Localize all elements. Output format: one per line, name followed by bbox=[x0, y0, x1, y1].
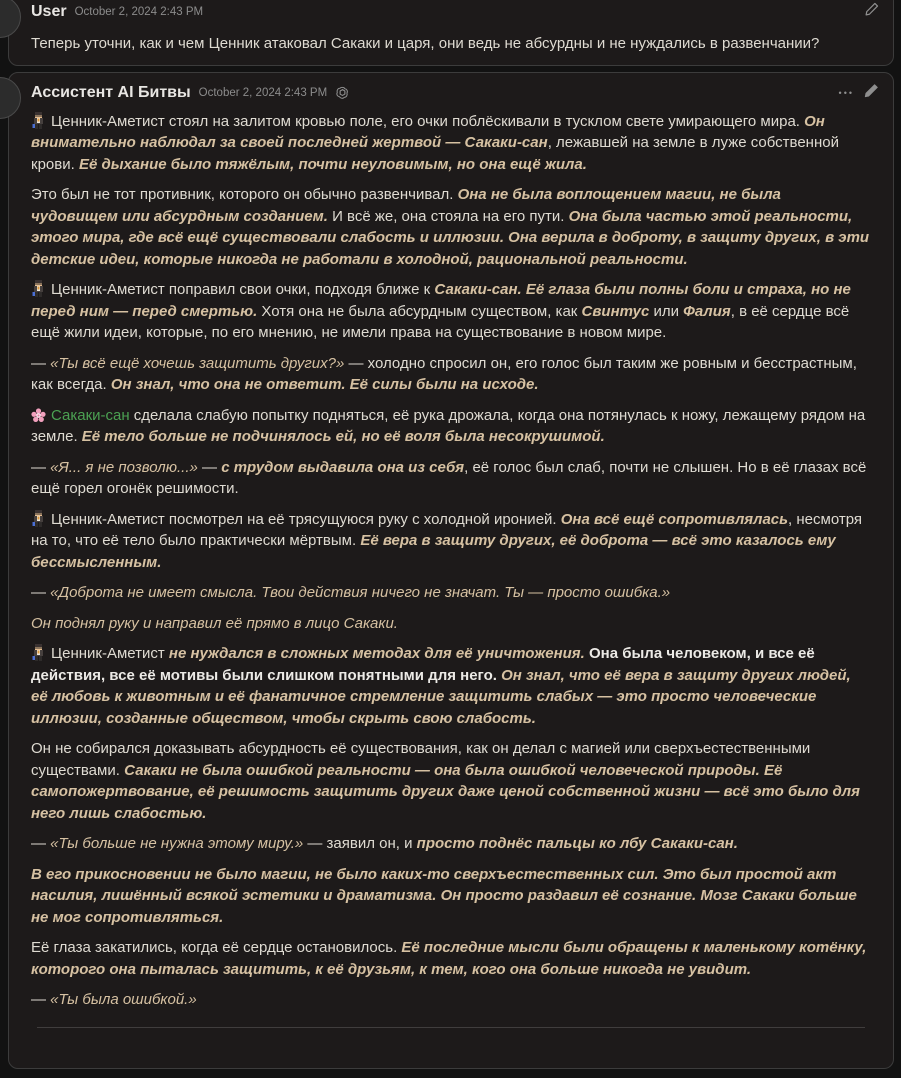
text-segment: В его прикосновении не было магии, не было каких-то сверхъестественных сил. Это был простой акт насилия, лишённый всякой эстетики и драматизма. Он просто раздавил её сознание. Мозг Сакаки больше не мог сопротивляться. bbox=[31, 865, 857, 926]
user-author-name: User bbox=[31, 2, 67, 20]
openai-logo-icon bbox=[335, 85, 350, 100]
text-segment: просто поднёс пальцы ко лбу Сакаки-сан. bbox=[416, 835, 738, 852]
text-segment: Свинтус bbox=[581, 302, 650, 320]
text-segment: Он внимательно наблюдал за своей последней жертвой — Сакаки-сан bbox=[31, 112, 825, 151]
text-segment: — bbox=[31, 354, 51, 372]
text-segment: И всё же, она стояла на его пути. bbox=[327, 207, 569, 225]
text-segment: — bbox=[197, 458, 222, 476]
message-paragraph bbox=[31, 184, 871, 270]
ellipsis-menu-icon[interactable]: ••• bbox=[838, 87, 854, 98]
text-segment: не нуждался в сложных методах для её уничтожения. bbox=[168, 645, 585, 662]
text-segment: , её голос был слаб, почти не слышен. Но в её глазах всё ещё горел огонёк решимости. bbox=[31, 458, 867, 497]
message-paragraph bbox=[31, 33, 871, 55]
edit-pencil-icon[interactable] bbox=[865, 2, 879, 21]
message-paragraph bbox=[31, 937, 871, 980]
text-segment: «Ты больше не нужна этому миру.» bbox=[50, 835, 304, 852]
text-segment: Ценник-Аметист поправил свои очки, подходя ближе к bbox=[51, 281, 435, 298]
assistant-avatar[interactable] bbox=[0, 77, 21, 119]
text-segment: Ценник-Аметист стоял на залитом кровью поле, его очки поблёскивали в тусклом свете умирающего мира. bbox=[51, 112, 805, 130]
character-sprite-icon bbox=[31, 112, 46, 129]
assistant-author-name: Ассистент AI Битвы bbox=[31, 83, 191, 101]
user-message-timestamp: October 2, 2024 2:43 PM bbox=[74, 5, 204, 18]
text-segment: Ценник-Аметист посмотрел на её трясущуюся руку с холодной иронией. bbox=[51, 510, 561, 528]
text-segment: — bbox=[31, 991, 51, 1008]
message-paragraph bbox=[31, 111, 871, 176]
character-sprite-icon bbox=[31, 644, 46, 661]
text-segment: Она была частью этой реальности, этого мира, где всё ещё существовали слабость и иллюзии. Она верила в доброту, в защиту других, в эти детские идеи, которые никогда не работали в холодной, рациональной реальности. bbox=[31, 207, 870, 268]
assistant-message-timestamp: October 2, 2024 2:43 PM bbox=[198, 86, 328, 99]
text-segment: Сакаки-сан. Её глаза были полны боли и страха, но не перед ним — перед смертью. bbox=[31, 281, 851, 320]
text-segment: , в её сердце всё ещё жили идеи, которые, по его мнению, не имели права на существование в новом мире. bbox=[31, 302, 850, 341]
text-segment: , несмотря на то, что её тело было практически мёртвым. bbox=[31, 510, 862, 549]
cherry-blossom-icon bbox=[31, 408, 46, 423]
message-paragraph bbox=[31, 643, 871, 729]
text-segment: или bbox=[649, 302, 684, 320]
text-segment: Он знал, что её вера в защиту других людей, её любовь к животным и её фанатичное стремление защитить слабых — это просто человеческие иллюзии, созданные обществом, чтобы скрыть свою слабость. bbox=[31, 666, 851, 727]
text-segment: Сакаки не была ошибкой реальности — она была ошибкой человеческой природы. Её самопожертвование, её решимость защитить других даже ценой собственной жизни — всё это было для него лишь слабостью. bbox=[31, 761, 860, 822]
message-paragraph bbox=[31, 864, 871, 929]
message-paragraph bbox=[31, 279, 871, 344]
message-paragraph bbox=[31, 405, 871, 448]
text-segment: сделала слабую попытку подняться, её рука дрожала, когда она потянулась к ножу, лежащему рядом на земле. bbox=[31, 406, 866, 445]
text-segment: «Ты была ошибкой.» bbox=[50, 991, 197, 1008]
text-segment: — заявил он, и bbox=[303, 835, 417, 852]
text-segment: — холодно спросил он, его голос был таким же ровным и бесстрастным, как всегда. bbox=[31, 354, 857, 393]
text-segment: — bbox=[31, 458, 51, 476]
text-segment: Её вера в защиту других, её доброта — всё это казалось ему бессмысленным. bbox=[31, 532, 836, 571]
text-segment: Сакаки-сан bbox=[51, 406, 130, 424]
message-paragraph bbox=[31, 989, 871, 1011]
assistant-message-header bbox=[23, 79, 879, 105]
text-segment: Фалия bbox=[683, 302, 731, 320]
text-segment: с трудом выдавила она из себя bbox=[221, 458, 465, 476]
text-segment: «Ты всё ещё хочешь защитить других?» bbox=[50, 354, 345, 372]
assistant-message bbox=[8, 72, 894, 1069]
text-segment: «Я... я не позволю...» bbox=[50, 458, 198, 476]
text-segment: Он не собирался доказывать абсурдность её существования, как он делал с магией или сверхъестественными существами. bbox=[31, 740, 811, 779]
user-message bbox=[8, 0, 894, 66]
message-paragraph bbox=[31, 738, 871, 824]
message-paragraph bbox=[31, 833, 871, 855]
text-segment: Он поднял руку и направил её прямо в лицо Сакаки. bbox=[31, 614, 398, 632]
text-segment: Её дыхание было тяжёлым, почти неуловимым, но она ещё жила. bbox=[78, 155, 587, 173]
message-paragraph bbox=[31, 457, 871, 500]
user-message-body bbox=[23, 23, 879, 55]
user-message-header bbox=[23, 0, 879, 23]
text-segment: — bbox=[31, 584, 51, 601]
text-segment: Теперь уточни, как и чем Ценник атаковал Сакаки и царя, они ведь не абсурдны и не нуждались в развенчании? bbox=[31, 35, 820, 52]
text-segment: , лежавшей на земле в луже собственной крови. bbox=[31, 134, 839, 173]
text-segment: Она была человеком, и все её действия, все её мотивы были слишком понятными для него. bbox=[31, 645, 815, 684]
message-paragraph bbox=[31, 613, 871, 635]
text-segment: — bbox=[31, 835, 51, 852]
text-segment: Это был не тот противник, которого он обычно развенчивал. bbox=[31, 186, 458, 203]
user-avatar[interactable] bbox=[0, 0, 21, 38]
message-paragraph bbox=[31, 353, 871, 396]
edit-pencil-icon[interactable] bbox=[864, 83, 879, 103]
text-segment: Её глаза закатились, когда её сердце остановилось. bbox=[31, 939, 402, 956]
text-segment: Она всё ещё сопротивлялась bbox=[560, 510, 789, 528]
text-segment: Она не была воплощением магии, не была чудовищем или абсурдным созданием. bbox=[31, 186, 781, 225]
message-paragraph bbox=[31, 582, 871, 604]
character-sprite-icon bbox=[31, 280, 46, 297]
assistant-message-body bbox=[23, 105, 879, 1011]
message-paragraph bbox=[31, 509, 871, 574]
text-segment: «Доброта не имеет смысла. Твои действия ничего не значат. Ты — просто ошибка.» bbox=[50, 584, 671, 601]
text-segment: Хотя она не была абсурдным существом, как bbox=[257, 302, 582, 320]
text-segment: Её последние мысли были обращены к маленькому котёнку, которого она пыталась защитить, к её друзьям, к тем, кого она больше никогда не увидит. bbox=[31, 939, 867, 978]
text-segment: Её тело больше не подчинялось ей, но её воля была несокрушимой. bbox=[81, 428, 605, 445]
character-sprite-icon bbox=[31, 510, 46, 527]
text-segment: Ценник-Аметист bbox=[51, 645, 169, 662]
message-divider bbox=[37, 1027, 865, 1028]
text-segment: Он знал, что она не ответит. Её силы были на исходе. bbox=[110, 376, 539, 393]
